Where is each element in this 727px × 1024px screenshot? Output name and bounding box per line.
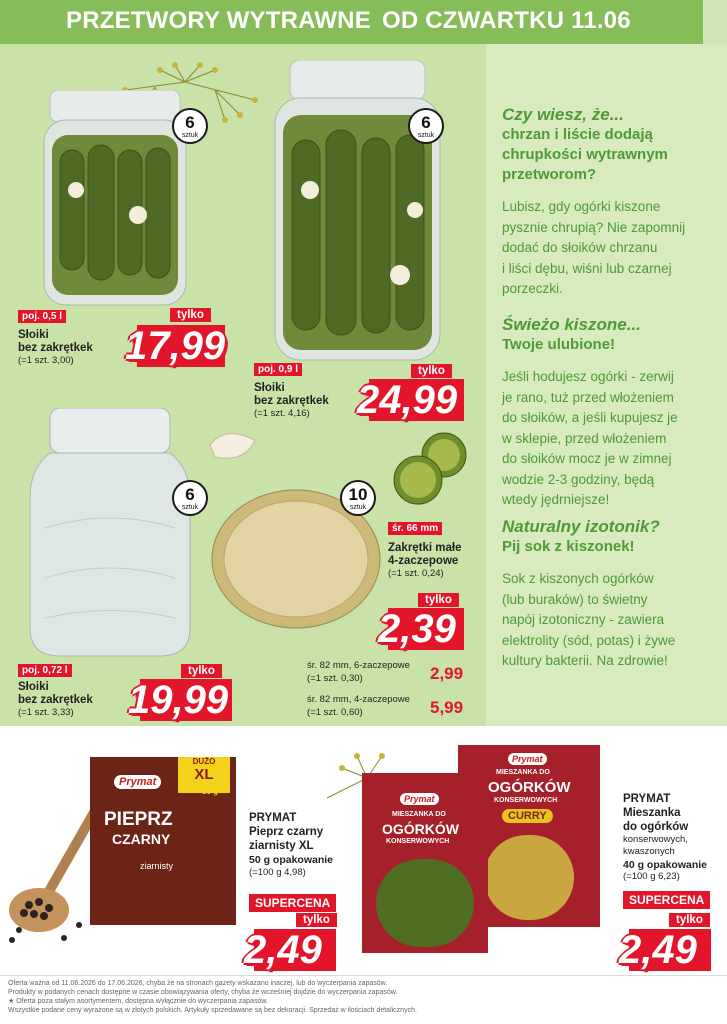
- tip-2-subtitle: Twoje ulubione!: [502, 336, 616, 353]
- lids-variant-1: śr. 82 mm, 6-zaczepowe: [307, 660, 410, 671]
- tip-2-body-5: do słoików mocz je w zimnej: [502, 451, 672, 466]
- tip-1-subtitle-3: przetworom?: [502, 166, 597, 183]
- tip-2-body-4: w sklepie, przed włożeniem: [502, 430, 667, 446]
- tip-3-title: Naturalny izotonik?: [502, 517, 660, 536]
- jar-05-quantity-badge: 6 sztuk: [172, 108, 208, 144]
- jar-09-name-2: bez zakrętkek: [254, 395, 329, 407]
- tip-1-title: Czy wiesz, że...: [502, 105, 624, 124]
- tip-1-subtitle-2: chrupkości wytrawnym: [502, 146, 668, 163]
- tip-2-body-1: Jeśli hodujesz ogórki - zerwij: [502, 369, 674, 384]
- offer-date: OD CZWARTKU 11.06: [382, 7, 631, 34]
- lids-price-box: [378, 606, 470, 654]
- mix-name: Mieszanka: [623, 807, 681, 819]
- mix-curry-pack-logo: Prymat: [508, 753, 547, 765]
- jar-072-price-box: [128, 677, 240, 725]
- tip-1-body-3: dodać do słoików chrzanu: [502, 240, 658, 255]
- pepper-pack-xl-badge: DUŻO XL: [178, 757, 230, 793]
- cucumber-slices-image: [392, 430, 472, 510]
- lids-unit-price: (=1 szt. 0,24): [388, 568, 444, 579]
- jar-05-unit-price: (=1 szt. 3,00): [18, 355, 74, 366]
- mix-unit-price: (=100 g 6,23): [623, 871, 680, 882]
- mix-pack-title-2: OGÓRKÓW: [382, 821, 459, 837]
- lids-variant-2-price: 5,99: [430, 698, 464, 717]
- tip-1-subtitle-1: chrzan i liście dodają: [502, 126, 653, 143]
- tip-1-body-1: Lubisz, gdy ogórki kiszone: [502, 199, 661, 214]
- pepper-pack-subtitle: ziarnisty: [140, 861, 174, 871]
- header-tab: [703, 0, 727, 44]
- jar-09-image: [270, 60, 445, 365]
- lids-name-2: 4-zaczepowe: [388, 555, 459, 567]
- pepper-name: Pieprz czarny: [249, 826, 324, 838]
- jar-09-volume: poj. 0,9 l: [254, 363, 302, 376]
- mix-price: 2,49: [619, 928, 697, 972]
- jar-09-quantity-badge: 6 sztuk: [408, 108, 444, 144]
- tip-3-body-2: (lub buraków) to świetny: [502, 591, 648, 607]
- mix-curry-pack-pickles: [484, 835, 574, 920]
- mix-name-2: do ogórków: [623, 821, 689, 833]
- jar-05-name-2: bez zakrętkek: [18, 342, 93, 354]
- footer-line-4: Wszystkie podane ceny wyrażone są w złotych polskich. Artykuły sprzedawane są bez dekoracji. Sprzedaż w ilościach detalicznych.: [8, 1007, 417, 1014]
- lids-price: 2,39: [378, 607, 456, 651]
- lids-variant-2-unit: (=1 szt. 0,60): [307, 707, 363, 718]
- jar-05-volume: poj. 0,5 l: [18, 310, 66, 323]
- lids-size: śr. 66 mm: [388, 522, 442, 535]
- jar-09-name: Słoiki: [254, 382, 285, 394]
- jar-09-price: 24,99: [357, 378, 458, 422]
- tip-3-body-3: napój izotoniczny - zawiera: [502, 612, 665, 627]
- jar-072-tylko: tylko: [181, 664, 222, 678]
- mix-package: [362, 773, 488, 953]
- tip-1-body-5: porzeczki.: [502, 281, 563, 296]
- mix-pack-logo: Prymat: [400, 793, 439, 805]
- pepper-brand: PRYMAT: [249, 812, 297, 824]
- tip-2-body-3: do słoików, a jeśli kupujesz je: [502, 410, 678, 425]
- mix-curry-pack-title: MIESZANKA DO: [496, 769, 550, 776]
- pepper-tylko: tylko: [296, 913, 337, 927]
- jar-05-tylko: tylko: [170, 308, 211, 322]
- lids-tylko: tylko: [418, 593, 459, 607]
- lids-name: Zakrętki małe: [388, 542, 462, 554]
- mix-tylko: tylko: [669, 913, 710, 927]
- mix-pack-title-3: KONSERWOWYCH: [386, 838, 450, 845]
- pepper-unit-price: (=100 g 4,98): [249, 867, 306, 878]
- pepper-price-box: [244, 927, 344, 975]
- tip-2: [502, 314, 722, 511]
- mix-curry-pack-title-3: KONSERWOWYCH: [494, 797, 558, 804]
- mix-curry-pack-flavor: CURRY: [502, 809, 553, 823]
- tip-1-body-2: pysznie chrupią? Nie zapomnij: [502, 219, 686, 235]
- pepper-name-2: ziarnisty XL: [249, 840, 314, 852]
- mix-price-box: [619, 927, 719, 975]
- jar-072-volume: poj. 0,72 l: [18, 664, 72, 677]
- tip-1: [502, 104, 722, 300]
- lids-variant-1-price: 2,99: [430, 664, 464, 683]
- mix-pack-title: MIESZANKA DO: [392, 811, 446, 818]
- jar-05-name: Słoiki: [18, 329, 49, 341]
- jar-05-image: [40, 90, 190, 310]
- jar-09-tylko: tylko: [411, 364, 452, 378]
- pepper-pack-weight: 50 g: [202, 787, 219, 796]
- pepper-weight: 50 g opakowanie: [249, 854, 334, 866]
- tip-3: [502, 516, 722, 672]
- jar-072-quantity-badge: 6 sztuk: [172, 480, 208, 516]
- pepper-price: 2,49: [244, 928, 322, 972]
- tip-2-body-6: wodzie 2-3 godziny, będą: [502, 471, 655, 487]
- garlic-clove-image: [205, 425, 260, 465]
- mix-pack-pickles: [376, 859, 474, 947]
- pepper-pack-title: PIEPRZ: [104, 809, 173, 830]
- jar-072-name: Słoiki: [18, 681, 49, 693]
- jar-05-price: 17,99: [125, 324, 226, 368]
- mix-desc-2: kwaszonych: [623, 846, 675, 857]
- mix-curry-pack-title-2: OGÓRKÓW: [488, 779, 571, 796]
- footer-line-1: Oferta ważna od 11.06.2026 do 17.06.2026, chyba że na stronach gazety wskazano inaczej, lub do wyczerpania zapasów.: [8, 980, 388, 987]
- jar-09-price-box: [357, 377, 472, 425]
- tip-2-body-7: wtedy jędrniejsze!: [502, 492, 610, 507]
- page-title: PRZETWORY WYTRAWNE: [66, 7, 371, 34]
- footer-line-3: ★ Oferta poza stałym asortymentem, dostępna wyłącznie do wyczerpania zapasów.: [8, 998, 268, 1005]
- pepper-pack-logo: Prymat: [114, 775, 161, 789]
- footer-line-2: Produkty w podanych cenach dostępne w czasie obowiązywania oferty, chyba że wcześniej dojdzie do wyczerpania zapasów.: [8, 989, 398, 996]
- pepper-pack-title-2: CZARNY: [112, 831, 171, 847]
- pepper-supercena-badge: SUPERCENA: [249, 894, 336, 912]
- lids-variant-2: śr. 82 mm, 4-zaczepowe: [307, 694, 410, 705]
- footer-divider: [0, 975, 727, 976]
- lids-quantity-badge: 10 sztuk: [340, 480, 376, 516]
- tip-3-body-1: Sok z kiszonych ogórków: [502, 571, 654, 586]
- tip-3-body-4: elektrolity (sód, potas) i żywe: [502, 632, 676, 648]
- tip-3-subtitle: Pij sok z kiszonek!: [502, 538, 635, 555]
- mix-weight: 40 g opakowanie: [623, 859, 708, 871]
- tip-3-body-5: kultury bakterii. Na zdrowie!: [502, 653, 668, 668]
- lids-variant-1-unit: (=1 szt. 0,30): [307, 673, 363, 684]
- jar-072-unit-price: (=1 szt. 3,33): [18, 707, 74, 718]
- tip-2-body-2: je rano, tuż przed włożeniem: [502, 389, 674, 405]
- pepper-package: [90, 757, 236, 925]
- jar-072-name-2: bez zakrętkek: [18, 694, 93, 706]
- tip-1-body-4: i liści dębu, wiśni lub czarnej: [502, 260, 672, 276]
- jar-072-image: [25, 408, 195, 660]
- tip-2-title: Świeżo kiszone...: [502, 315, 641, 334]
- mix-desc: konserwowych,: [623, 834, 688, 845]
- jar-05-price-box: [125, 323, 233, 371]
- mix-supercena-badge: SUPERCENA: [623, 891, 710, 909]
- jar-09-unit-price: (=1 szt. 4,16): [254, 408, 310, 419]
- mix-brand: PRYMAT: [623, 793, 671, 805]
- jar-072-price: 19,99: [128, 678, 229, 722]
